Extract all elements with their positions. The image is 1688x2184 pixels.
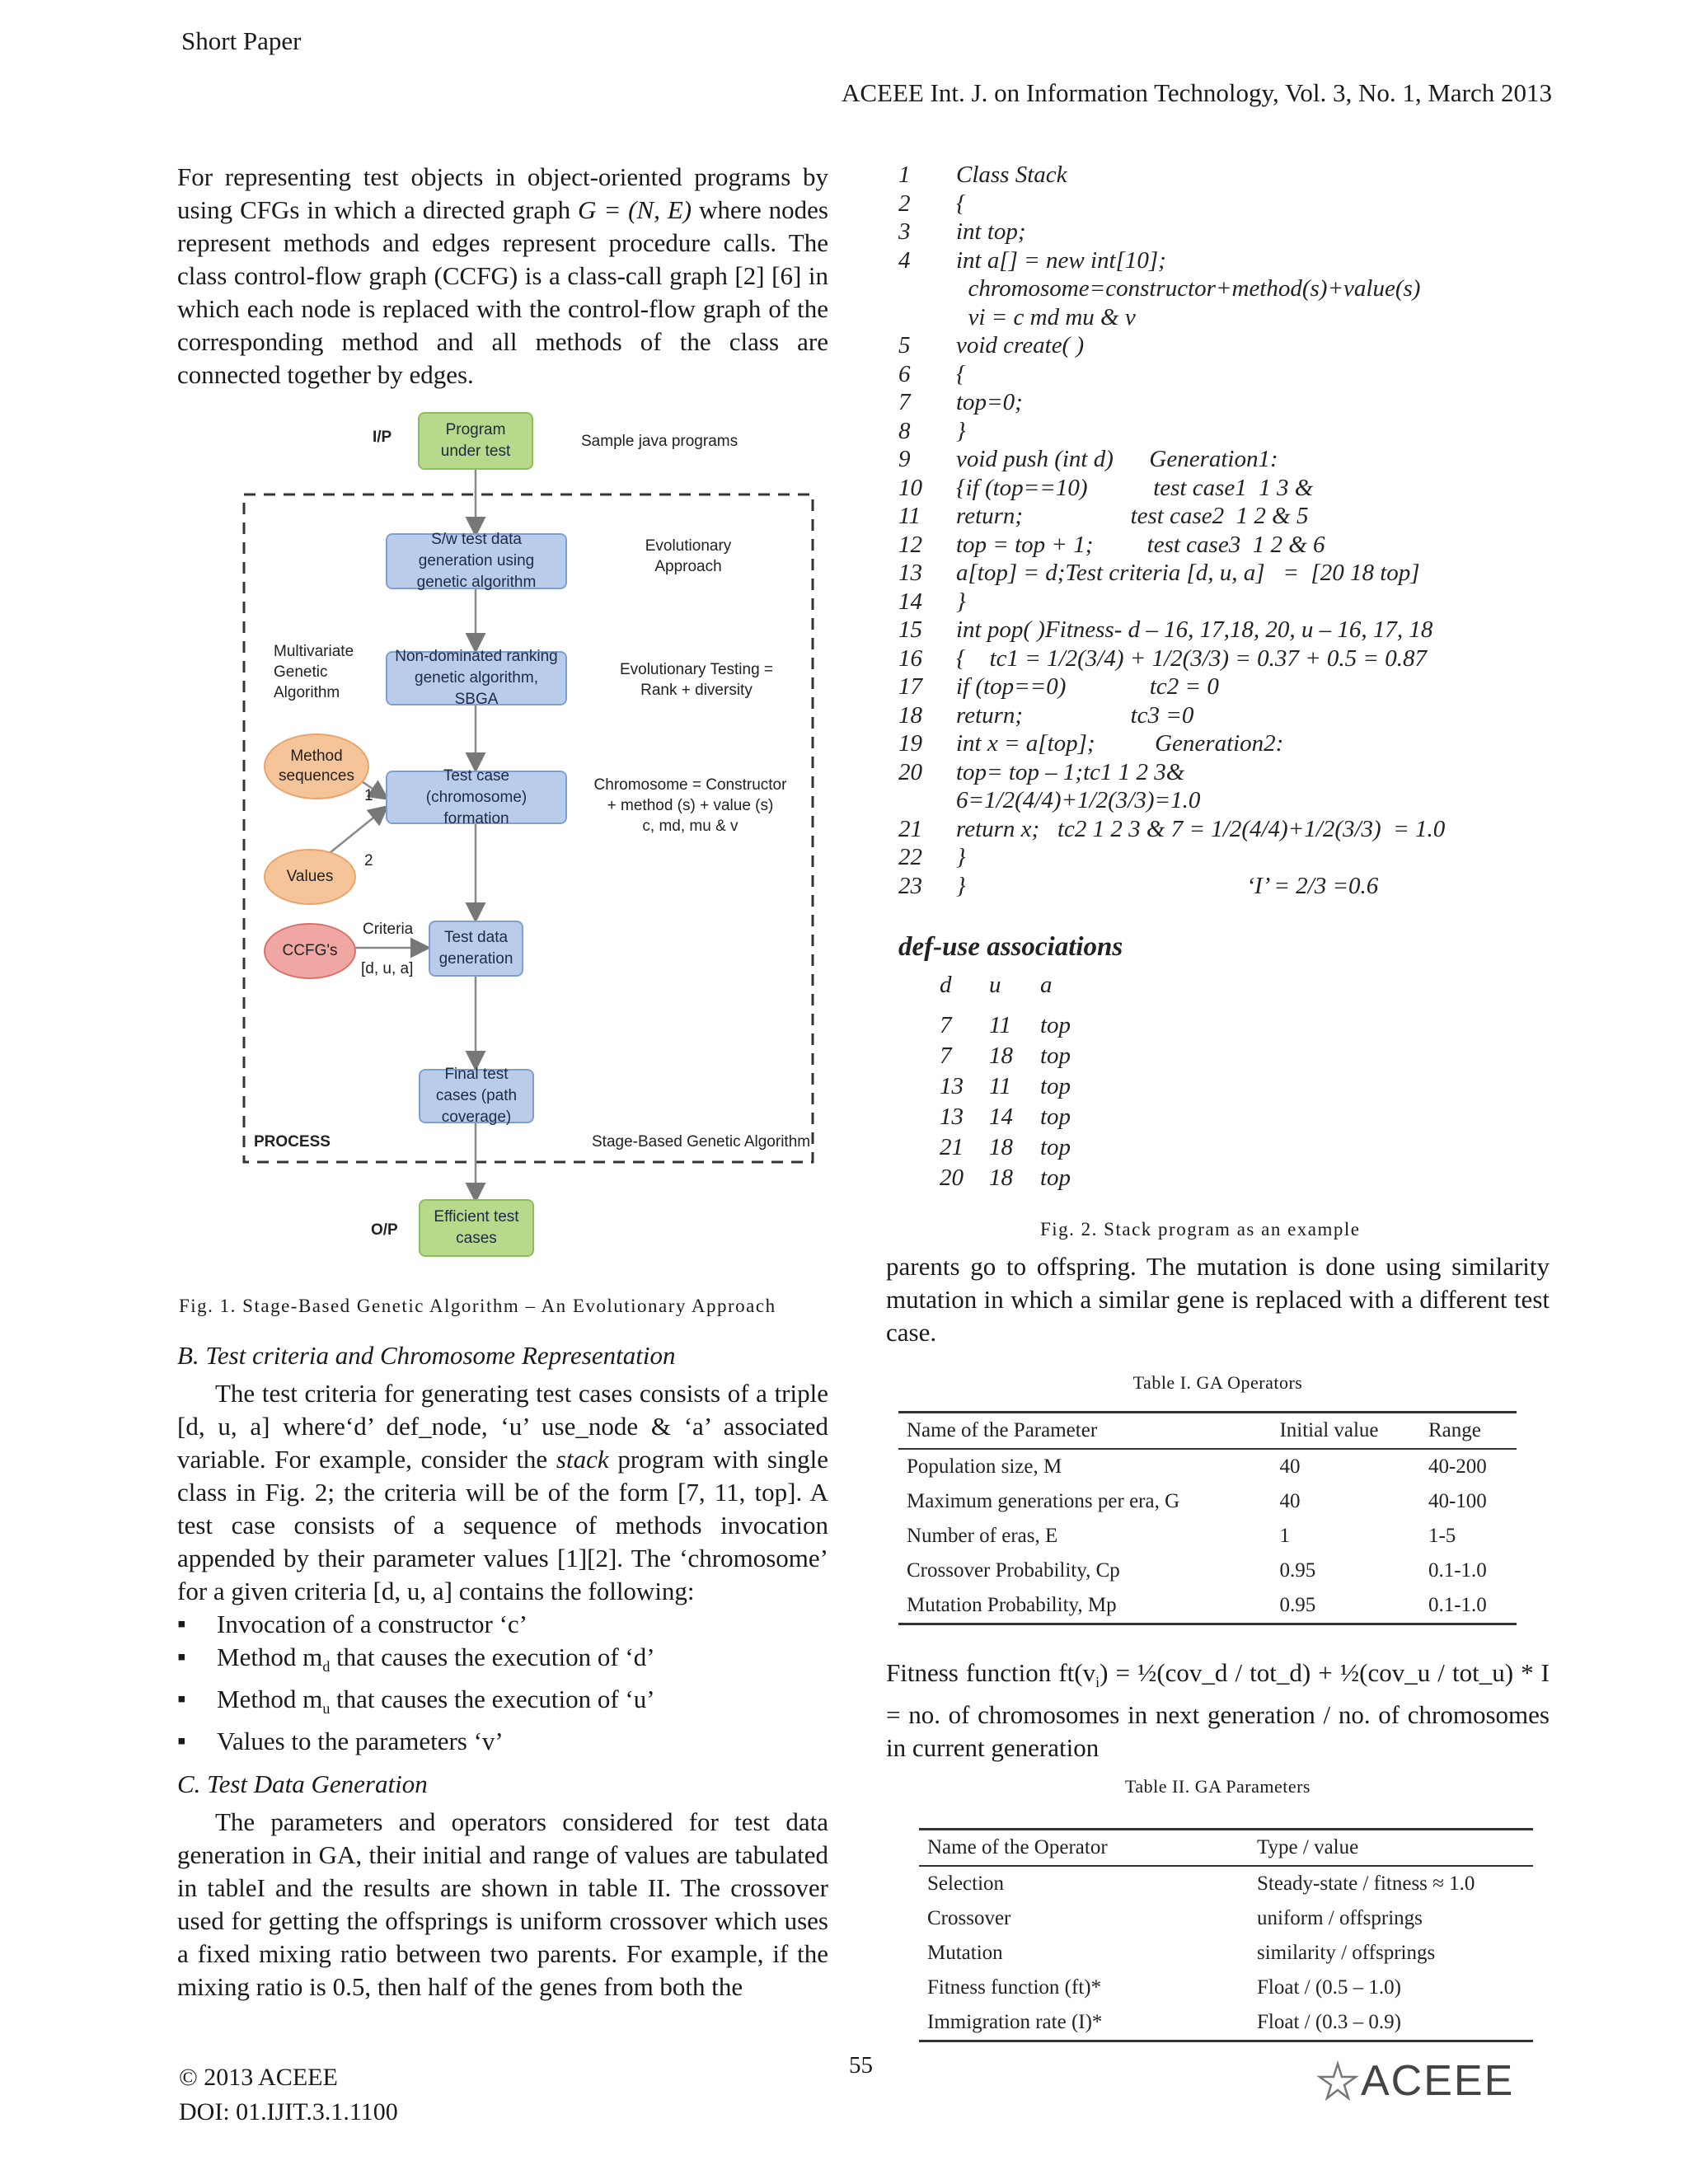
table-row [898,1484,1517,1519]
process-label: PROCESS [254,1133,331,1151]
efficient-test-cases-box: Efficient test cases [419,1199,534,1257]
defuse-cell: 20 [940,1165,964,1191]
code-line-text: Class Stack [956,162,1067,188]
header-left: Short Paper [181,26,302,55]
table-cell: Fitness function (ft)* [927,1976,1102,1999]
section-c-title: C. Test Data Generation [177,1769,428,1799]
code-line-number: 10 [898,474,922,501]
code-line-number: 16 [898,644,922,672]
stage-based-label: Stage-Based Genetic Algorithm [592,1133,811,1151]
table-cell: 40-200 [1428,1455,1487,1478]
table-cell: Steady-state / fitness ≈ 1.0 [1257,1872,1475,1895]
table-cell: Population size, M [907,1455,1062,1478]
defuse-cell: top [1040,1165,1071,1191]
multivariate-label: Multivariate Genetic Algorithm [274,643,354,701]
chromosome-desc-label: Chromosome = Constructor + method (s) + value (s) [593,776,787,814]
code-line-number: 5 [898,332,911,359]
section-c-paragraph: The parameters and operators considered for test data generation in GA, their initial and range of values are tabulated in tableI and the results are shown in table II. The crossover used for getting the offsprings is uniform crossover which uses a fixed mixing ratio between two parents. For example, if the mixing ratio is 0.5, then half of the genes from both the [177,1807,828,2002]
code-line-number: 21 [898,815,922,842]
flowchart-connectors [239,404,915,1286]
table-cell: Crossover Probability, Cp [907,1559,1120,1582]
defuse-header-cell: u [989,972,1001,998]
code-line-number: 14 [898,588,922,615]
table-row [919,1971,1533,2005]
values-oval: Values [264,849,356,905]
defuse-cell: 18 [989,1043,1013,1069]
header-journal: ACEEE Int. J. on Information Technology, Vol. 3, No. 1, March 2013 [841,78,1552,107]
sample-java-label: Sample java programs [581,433,738,450]
defuse-cell: 13 [940,1104,964,1130]
figure-2-code-listing [898,161,1475,1207]
code-line-number: 17 [898,673,922,700]
code-line-number: 9 [898,446,911,472]
bullet-method-md: ▪ Method $m_d$ that causes the execution of ‘d’ [177,1641,828,1683]
defuse-cell: 13 [940,1073,964,1099]
table-row [919,1866,1533,1901]
code-line-number: 23 [898,872,922,899]
code-line-text: int top; [956,218,1026,245]
table-1-header-range: Range [1428,1419,1481,1441]
code-line-text: a[top] = d;Test criteria [d, u, a] = [20 18 top] [956,560,1420,586]
defuse-cell: 18 [989,1134,1013,1160]
code-line-text: } [956,588,966,615]
footer-left [179,2060,398,2130]
code-line-text: } [956,417,966,444]
table-cell: 0.1-1.0 [1428,1559,1487,1582]
code-line-text: } [956,844,966,870]
table-1-ga-operators [898,1411,1517,1625]
table-cell: Number of eras, E [907,1525,1058,1547]
table-cell: Mutation Probability, Mp [907,1594,1117,1616]
criteria-tuple-label: [d, u, a] [361,960,414,977]
defuse-cell: 7 [940,1012,952,1038]
section-b-paragraph: The test criteria for generating test cases consists of a triple [d, u, a] where‘d’ def_node, ‘u’ use_node & ‘a’ associated variable. For example, consider the stack program with single class in Fig. 2; the criteria will be of the form [7, 11, top]. A test case consists of a sequence of methods invocation appended by their parameter values [1][2]. The ‘chromosome’ for a given criteria [d, u, a] contains the following: [177,1379,828,1605]
bullet-values: ▪ Values to the parameters ‘v’ [177,1725,828,1758]
code-line-text: chromosome=constructor+method(s)+value(s) [956,275,1421,302]
evolutionary-approach-label: Evolutionary Approach [645,537,732,575]
code-line-text: return x; tc2 1 2 3 & 7 = 1/2(4/4)+1/2(3/3) = 1.0 [956,815,1446,842]
defuse-cell: 11 [989,1012,1011,1038]
code-line-number: 15 [898,616,922,643]
table-row [898,1519,1517,1554]
code-line-text: return; tc3 =0 [956,701,1194,729]
defuse-cell: 7 [940,1043,952,1069]
defuse-cell: top [1040,1073,1071,1099]
method-sequences-oval: Method sequences [264,733,369,799]
table-row [898,1554,1517,1588]
defuse-header-cell: a [1040,972,1053,998]
table-row [898,1449,1517,1484]
ip-label: I/P [373,429,392,446]
table-1-caption: Table I. GA Operators [1132,1372,1303,1393]
fitness-function-text: Fitness function $ft(v_i)$ = ½(cov_d / tot_d) + ½(cov_u / tot_u) * I = no. of chromosomes in next generation / no. of chromosomes in current generation [886,1658,1550,1763]
code-line-number: 20 [898,758,922,785]
table-cell: similarity / offsprings [1257,1942,1436,1964]
table-cell: Crossover [927,1907,1011,1929]
table-cell: Mutation [927,1942,1003,1964]
table-cell: Float / (0.5 – 1.0) [1257,1976,1401,1999]
table-cell: 0.1-1.0 [1428,1594,1487,1616]
code-line-text: { [956,360,966,387]
code-line-text: top=0; [956,389,1023,415]
aceee-logo-text: ACEEE [1361,2057,1515,2105]
code-line-text: int a[] = new int[10]; [956,246,1166,274]
code-line-number: 4 [898,246,911,274]
defuse-cell: 11 [989,1073,1011,1099]
code-line-text: { tc1 = 1/2(3/4) + 1/2(3/3) = 0.37 + 0.5 = 0.87 [956,644,1427,672]
nondominated-ranking-box: Non-dominated ranking genetic algorithm, SBGA [386,651,567,705]
code-line-number: 2 [898,190,911,217]
table-1-header-initial: Initial value [1279,1419,1379,1441]
code-line-number: 7 [898,389,911,415]
table-cell: 0.95 [1279,1594,1316,1616]
code-line-text: void push (int d) Generation1: [956,446,1278,472]
table-row [919,1936,1533,1971]
table-cell: 40-100 [1428,1490,1487,1512]
code-line-text: return; test case2 1 2 & 5 [956,503,1309,529]
figure-2-caption: Fig. 2. Stack program as an example [1040,1219,1361,1240]
code-line-text: vi = c md mu & v [956,303,1136,330]
table-row [919,1901,1533,1936]
edge-label-2: 2 [364,852,373,869]
table-row [919,2005,1533,2041]
sw-test-data-box: S/w test data generation using genetic algorithm [386,533,567,589]
evolutionary-testing-label: Evolutionary Testing = Rank + diversity [619,661,774,699]
table-cell: Immigration rate (I)* [927,2011,1103,2033]
edge-label-1: 1 [364,787,373,804]
defuse-cell: top [1040,1104,1071,1130]
code-line-number: 11 [898,503,921,529]
aceee-logo [1315,2056,1514,2106]
page-number: 55 [849,2052,873,2079]
bullet-method-mu: ▪ Method $m_u$ that causes the execution of ‘u’ [177,1683,828,1725]
code-line-number: 12 [898,531,922,558]
code-line-text: int pop( )Fitness- d – 16, 17,18, 20, u – 16, 17, 18 [956,616,1433,643]
chromosome-bullets [177,1608,828,1758]
chromosome-vars-label: c, md, mu & v [642,818,738,835]
bullet-constructor: ▪ Invocation of a constructor ‘c’ [177,1608,828,1641]
code-line-text: top = top + 1; test case3 1 2 & 6 [956,531,1325,558]
test-case-formation-box: Test case (chromosome) formation [386,771,567,824]
final-test-cases-box: Final test cases (path coverage) [419,1069,534,1123]
table-cell: Float / (0.3 – 0.9) [1257,2011,1401,2033]
table-2-header-type: Type / value [1257,1836,1359,1858]
code-line-text: top= top – 1;tc1 1 2 3& [956,758,1185,785]
code-line-text: int x = a[top]; Generation2: [956,730,1284,757]
figure-1-flowchart [239,404,915,1286]
table-cell: uniform / offsprings [1257,1907,1423,1929]
copyright: © 2013 ACEEE [179,2064,338,2091]
defuse-cell: top [1040,1134,1071,1160]
test-data-generation-box: Test data generation [429,921,523,977]
code-line-number: 19 [898,730,922,757]
table-cell: 0.95 [1279,1559,1316,1582]
code-line-text: if (top==0) tc2 = 0 [956,673,1219,700]
code-line-text: {if (top==10) test case1 1 3 & [956,474,1314,501]
code-line-text: 6=1/2(4/4)+1/2(3/3)=1.0 [956,787,1201,813]
left-column-body [177,1339,828,2004]
defuse-cell: 18 [989,1165,1013,1191]
code-line-number: 22 [898,844,922,870]
code-line-text: } ‘I’ = 2/3 =0.6 [956,872,1379,899]
table-cell: 40 [1279,1455,1301,1478]
doi: DOI: 01.IJIT.3.1.1100 [179,2098,398,2125]
section-b-title: B. Test criteria and Chromosome Representation [177,1341,676,1370]
defuse-title: def-use associations [898,932,1123,962]
defuse-cell: top [1040,1043,1071,1069]
ccfgs-oval: CCFG's [264,923,356,979]
code-line-text: { [956,190,966,217]
intro-paragraph: For representing test objects in object-oriented programs by using CFGs in which a directed graph G = (N, E) where nodes represent methods and edges represent procedure calls. The class control-flow graph (CCFG) is a class-call graph [2] [6] in which each node is replaced with the control-flow graph of the corresponding method and all methods of the class are connected together by edges. [177,162,828,389]
table-cell: 40 [1279,1490,1301,1512]
table-cell: 1-5 [1428,1525,1456,1547]
table-2-caption: Table II. GA Parameters [1125,1776,1311,1797]
op-label: O/P [371,1221,398,1239]
code-line-number: 8 [898,417,911,444]
star-icon [1315,2060,1361,2102]
table-cell: 1 [1279,1525,1290,1547]
criteria-label: Criteria [363,921,414,938]
defuse-header-cell: d [940,972,952,998]
table-2-header-operator: Name of the Operator [927,1836,1108,1858]
code-line-number: 6 [898,360,911,387]
table-2-ga-parameters [919,1828,1533,2042]
defuse-cell: 21 [940,1134,964,1160]
figure-1-caption: Fig. 1. Stage-Based Genetic Algorithm – An Evolutionary Approach [179,1296,776,1316]
defuse-cell: top [1040,1012,1071,1038]
code-line-number: 1 [898,162,911,188]
code-line-text: void create( ) [956,332,1085,359]
table-cell: Selection [927,1872,1005,1895]
right-column-paragraph: parents go to offspring. The mutation is done using similarity mutation in which a similar gene is replaced with a different test case. [886,1252,1550,1347]
defuse-cell: 14 [989,1104,1013,1130]
code-line-number: 18 [898,701,922,729]
program-under-test-box: Program under test [418,412,533,470]
code-line-number: 3 [898,218,911,245]
table-1-header-name: Name of the Parameter [907,1419,1098,1441]
code-line-number: 13 [898,560,922,586]
table-row [898,1588,1517,1624]
table-cell: Maximum generations per era, G [907,1490,1180,1512]
